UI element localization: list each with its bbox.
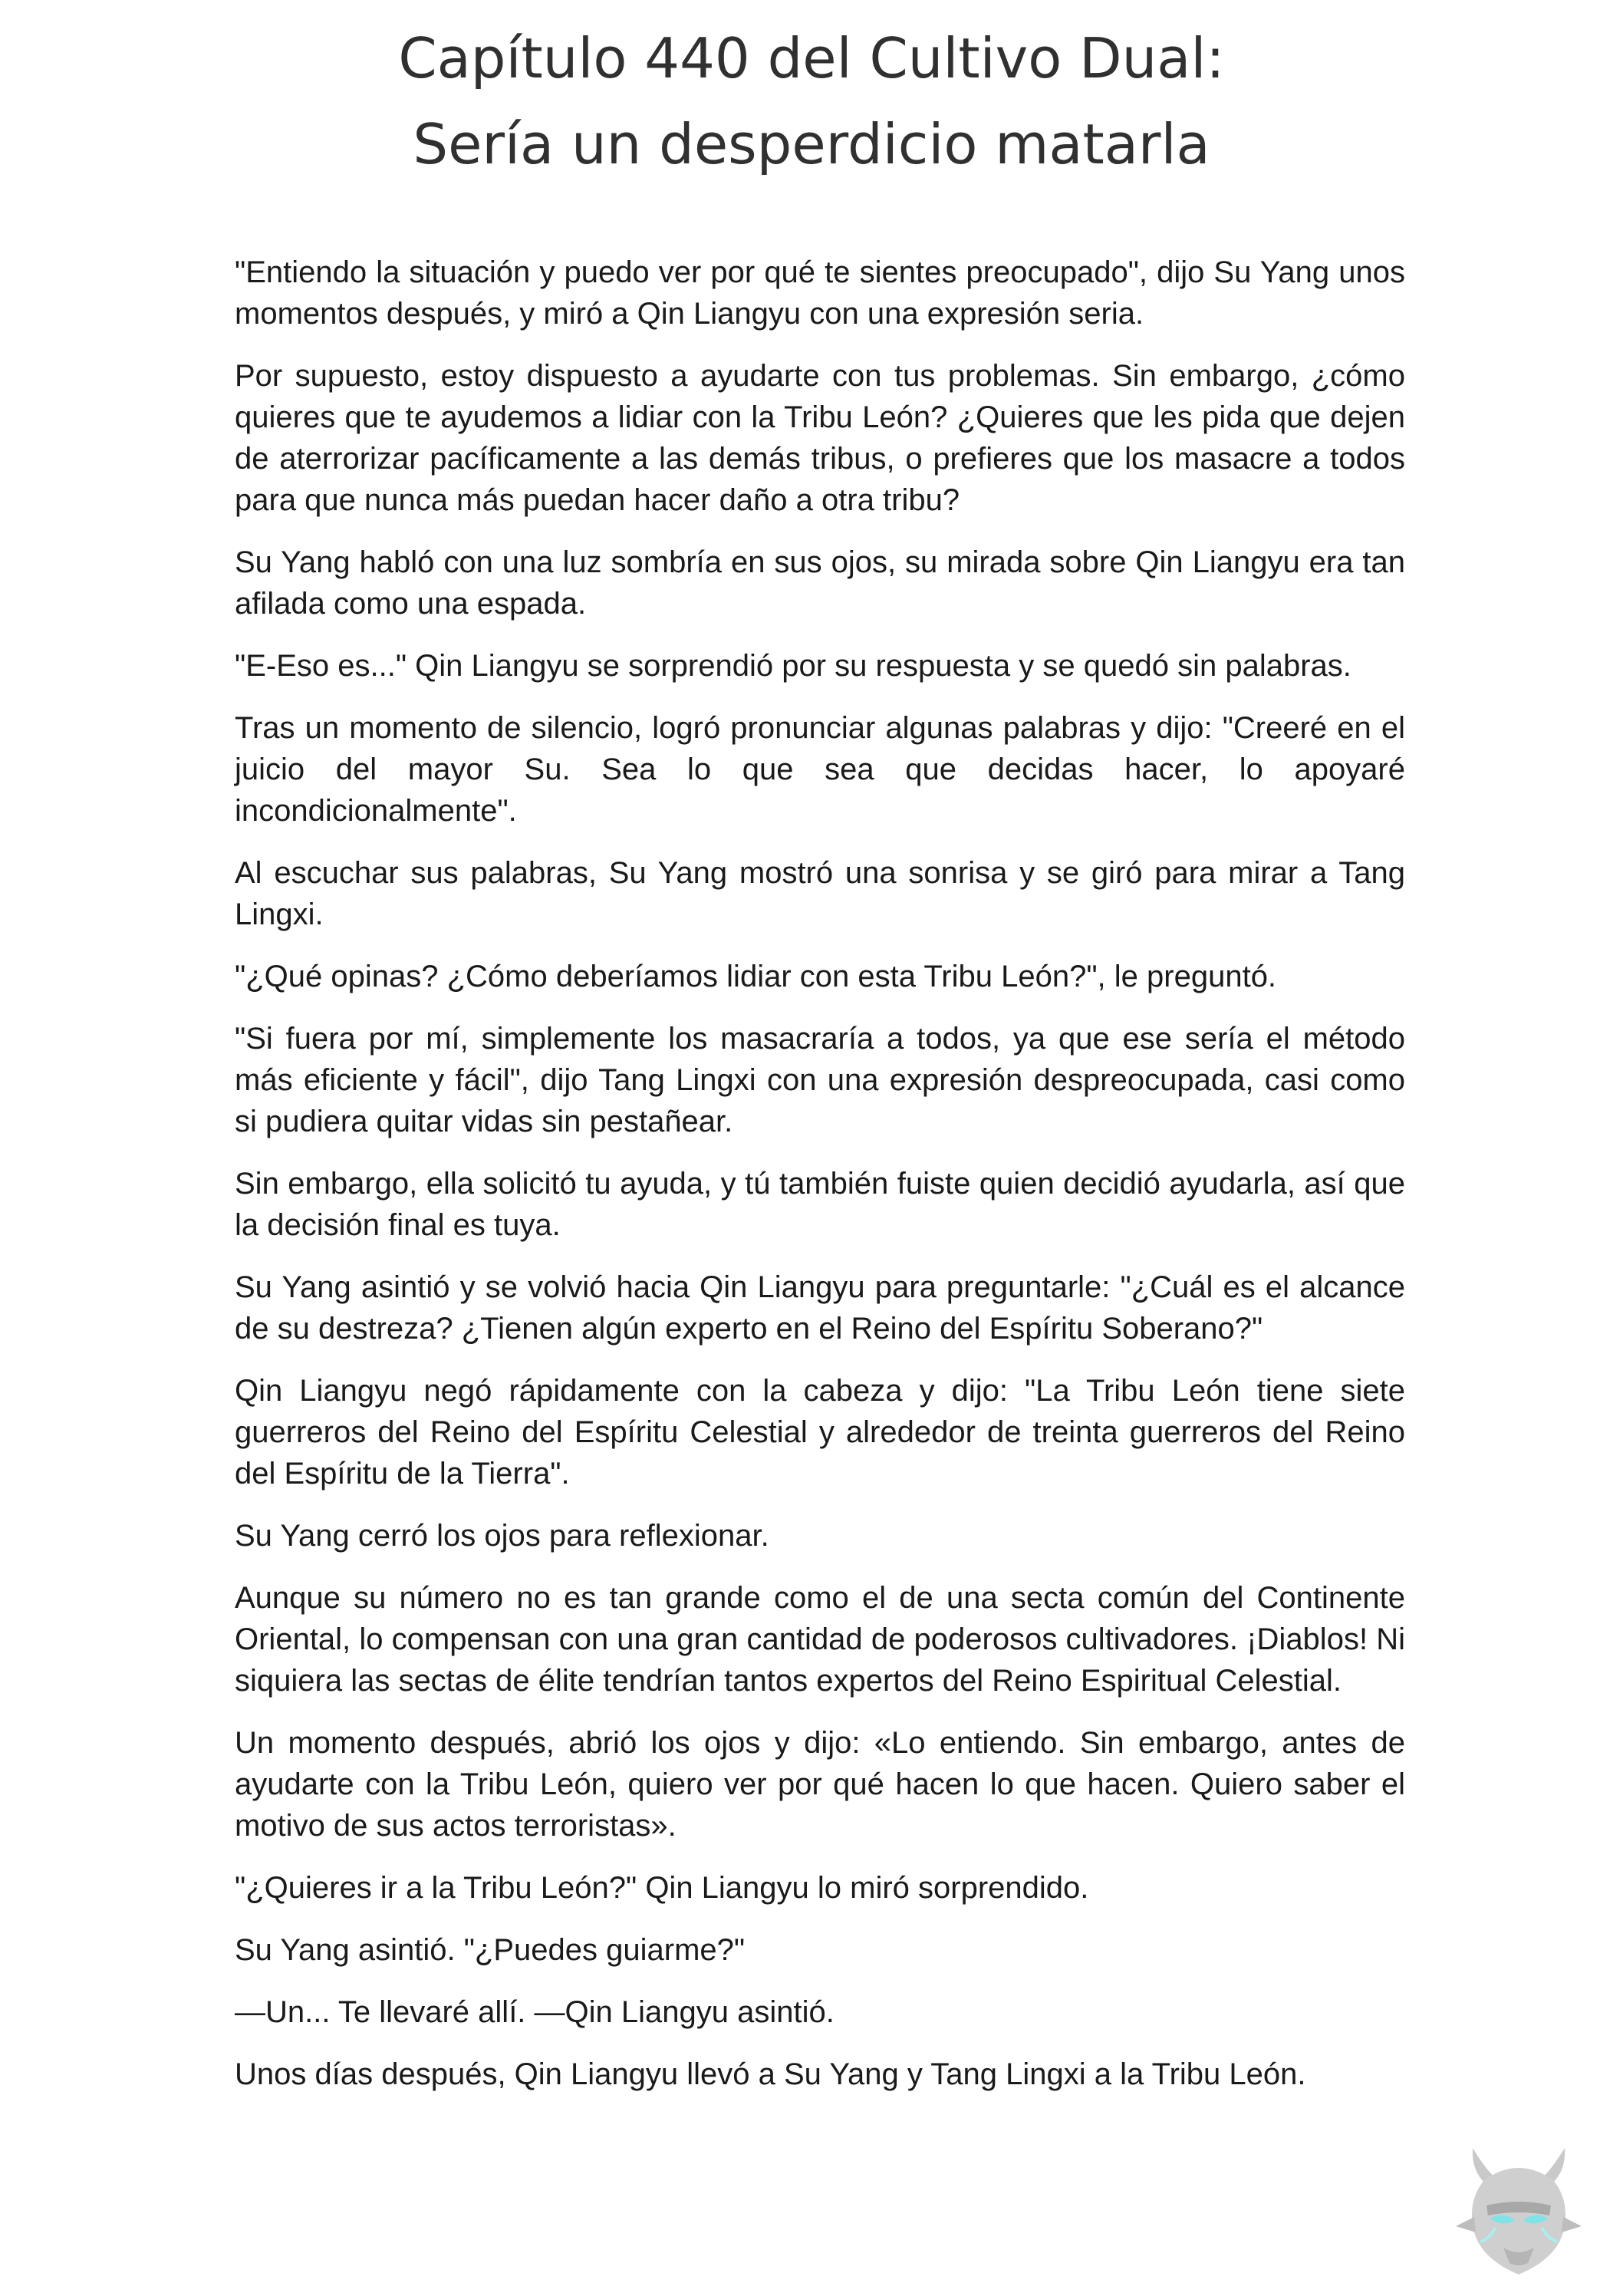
chapter-body [235, 252, 1405, 2116]
chapter-title-line-2: Sería un desperdicio matarla [413, 112, 1210, 176]
demon-head-svg [1442, 2125, 1595, 2278]
paragraph: Unos días después, Qin Liangyu llevó a Su Yang y Tang Lingxi a la Tribu León. [235, 2057, 1306, 2091]
paragraph: —Un... Te llevaré allí. —Qin Liangyu asintió. [235, 1995, 835, 2029]
paragraph: "¿Qué opinas? ¿Cómo deberíamos lidiar con esta Tribu León?", le preguntó. [235, 960, 1277, 993]
paragraph: "Si fuera por mí, simplemente los masacraría a todos, ya que ese sería el método más eficiente y fácil", dijo Tang Lingxi con una expresión despreocupada, casi como si pudiera quitar vidas sin pestañear. [235, 1022, 1405, 1138]
chapter-title [0, 15, 1623, 187]
demon-head-icon [1442, 2125, 1595, 2278]
paragraph: "¿Quieres ir a la Tribu León?" Qin Liangyu lo miró sorprendido. [235, 1871, 1089, 1905]
paragraph: Un momento después, abrió los ojos y dijo: «Lo entiendo. Sin embargo, antes de ayudarte con la Tribu León, quiero ver por qué hacen lo que hacen. Quiero saber el motivo de sus actos terroristas». [235, 1726, 1405, 1843]
paragraph: Qin Liangyu negó rápidamente con la cabeza y dijo: "La Tribu León tiene siete guerreros del Reino del Espíritu Celestial y alrededor de treinta guerreros del Reino del Espíritu de la Tierra". [235, 1374, 1405, 1491]
paragraph: Su Yang asintió. "¿Puedes guiarme?" [235, 1933, 746, 1967]
paragraph: "E-Eso es..." Qin Liangyu se sorprendió por su respuesta y se quedó sin palabras. [235, 649, 1351, 683]
paragraph: Tras un momento de silencio, logró pronunciar algunas palabras y dijo: "Creeré en el juicio del mayor Su. Sea lo que sea que decidas hacer, lo apoyaré incondicionalmente". [235, 711, 1405, 828]
paragraph: Aunque su número no es tan grande como el de una secta común del Continente Oriental, lo compensan con una gran cantidad de poderosos cultivadores. ¡Diablos! Ni siquiera las sectas de élite tendrían tantos expertos del Reino Espiritual Celestial. [235, 1581, 1405, 1698]
paragraph: Su Yang habló con una luz sombría en sus ojos, su mirada sobre Qin Liangyu era tan afilada como una espada. [235, 545, 1405, 621]
paragraph: Su Yang cerró los ojos para reflexionar. [235, 1519, 769, 1553]
paragraph: Su Yang asintió y se volvió hacia Qin Liangyu para preguntarle: "¿Cuál es el alcance de su destreza? ¿Tienen algún experto en el Reino del Espíritu Soberano?" [235, 1270, 1405, 1346]
paragraph: "Entiendo la situación y puedo ver por qué te sientes preocupado", dijo Su Yang unos momentos después, y miró a Qin Liangyu con una expresión seria. [235, 255, 1405, 331]
paragraph: Sin embargo, ella solicitó tu ayuda, y tú también fuiste quien decidió ayudarla, así que la decisión final es tuya. [235, 1167, 1405, 1242]
paragraph: Por supuesto, estoy dispuesto a ayudarte con tus problemas. Sin embargo, ¿cómo quieres que te ayudemos a lidiar con la Tribu León? ¿Quieres que les pida que dejen de aterrorizar pacíficamente a las demás tribus, o prefieres que los masacre a todos para que nunca más puedan hacer daño a otra tribu? [235, 359, 1405, 517]
paragraph: Al escuchar sus palabras, Su Yang mostró una sonrisa y se giró para mirar a Tang Lingxi. [235, 856, 1405, 931]
chapter-title-line-1: Capítulo 440 del Cultivo Dual: [398, 26, 1225, 91]
